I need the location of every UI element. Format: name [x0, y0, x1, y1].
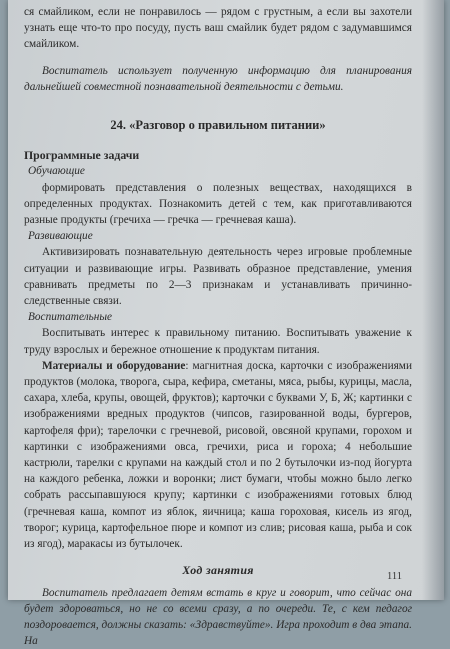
materials-paragraph — [24, 358, 412, 552]
task-text-teaching: формировать представления о полезных веществах, находящихся в определенных продуктах. Познакомить детей с тем, как приготавливаются разные продукты (гречиха — гречка — гречневая каша). — [24, 180, 412, 229]
procedure-text: Воспитатель предлагает детям встать в круг и говорит, что сейчас она будет здороваться, но не со всеми сразу, а по очереди. Те, с кем педагог поздоровается, должны сказать: «Здравствуйте». Игра проходит в два этапа. На — [24, 585, 412, 649]
materials-text: : магнитная доска, карточки с изображениями продуктов (молока, творога, сыра, кефира, сметаны, мяса, рыбы, курицы, масла, сахара, хлеба, крупы, овощей, фруктов); карточки с буквами У, Б, Ж; картинки с изображениями вредных продуктов (чипсов, газированной воды, бургеров, картофеля фри); тарелочки с гречневой, рисовой, овсяной крупами, горохом и картинки с изображениями овса, гречихи, риса и гороха; 4 небольшие кастрюли, тарелки с крупами на каждый стол и по 2 бутылочки из-под йогурта на каждого ребенка, ложки и воронки; лист бумаги, чтобы можно было легко собрать рассыпавшуюся крупу; картинки с изображениями готовых блюд (гречневая каша, компот из яблок, яичница; каша гороховая, кисель из ягод, творог; курица, картофельное пюре и компот из слив; рисовая каша, рыба и сок из ягод), маракасы из бутылочек. — [24, 360, 412, 550]
page-spine-shadow — [422, 0, 444, 600]
materials-label: Материалы и оборудование — [42, 360, 185, 372]
task-text-developing: Активизировать познавательную деятельность через игровые проблемные ситуации и развивающие игры. Развивать образное представление, умения сравнивать предметы по 2—3 признакам и устанавливать причинно-следственные связи. — [24, 244, 412, 309]
top-fragment: ся смайликом, если не понравилось — рядом с грустным, а если вы захотели узнать еще что-то про посуду, пусть ваш смайлик будет рядом с задумавшимся смайликом. — [24, 4, 412, 53]
top-note: Воспитатель использует полученную информацию для планирования дальнейшей совместной познавательной деятельности с детьми. — [24, 63, 412, 95]
book-page — [8, 0, 444, 600]
task-text-educational: Воспитывать интерес к правильному питанию. Воспитывать уважение к труду взрослых и бережное отношение к продуктам питания. — [24, 325, 412, 357]
procedure-heading: Ход занятия — [24, 562, 412, 578]
page-content — [24, 4, 412, 649]
page-number: 111 — [387, 571, 402, 582]
program-heading: Программные задачи — [24, 147, 412, 163]
task-label-educational: Воспитательные — [28, 309, 412, 325]
lesson-title: 24. «Разговор о правильном питании» — [24, 117, 412, 133]
task-label-teaching: Обучающие — [28, 163, 412, 179]
task-label-developing: Развивающие — [28, 228, 412, 244]
